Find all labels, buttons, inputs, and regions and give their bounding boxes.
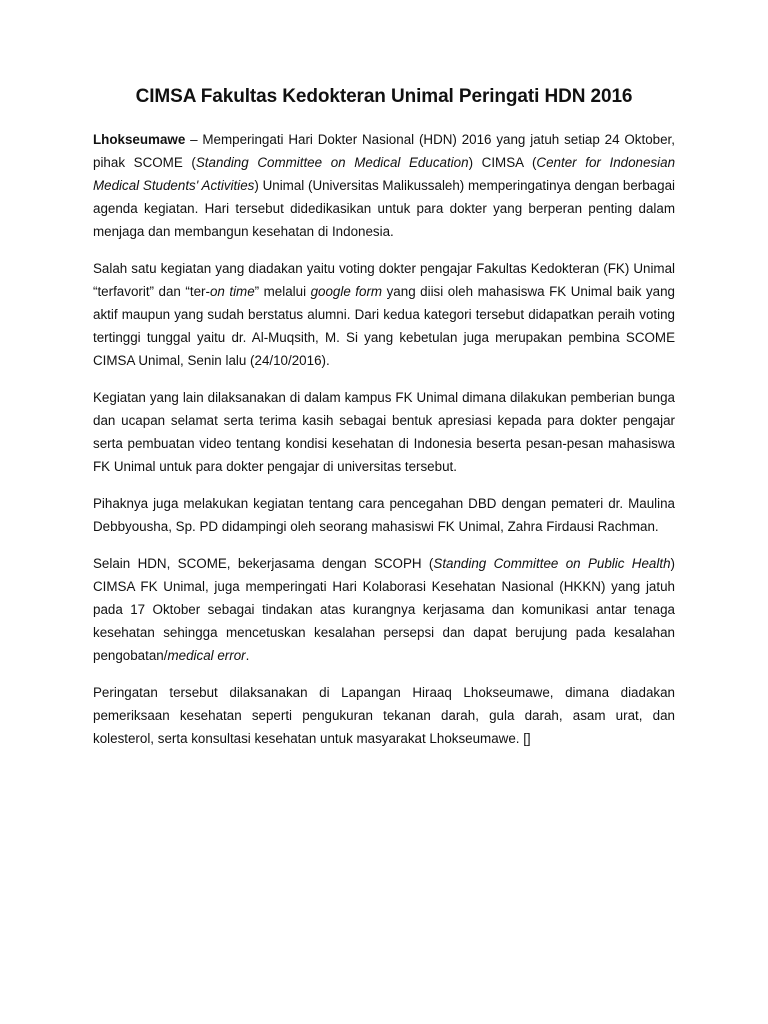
italic-text: Standing Committee on Medical Education [195, 154, 469, 170]
article-body [93, 128, 675, 750]
article-paragraph [93, 492, 675, 538]
italic-text: medical error [167, 647, 246, 663]
article-paragraph [93, 128, 675, 243]
text-run: . [245, 647, 250, 663]
italic-text: Center for Indonesian Medical Students' Activities [93, 154, 676, 193]
text-run: Selain HDN, SCOME, bekerjasama dengan SCOPH ( [93, 555, 434, 571]
document-page [93, 84, 675, 764]
text-run: – Memperingati Hari Dokter Nasional (HDN) 2016 yang jatuh setiap 24 Oktober, pihak SCOME ( [93, 131, 675, 170]
italic-text: Standing Committee on Public Health [433, 555, 671, 571]
text-run: ” melalui [254, 283, 311, 299]
italic-text: google form [310, 283, 383, 299]
article-paragraph [93, 681, 675, 750]
article-paragraph [93, 386, 675, 478]
article-paragraph [93, 257, 675, 372]
text-run: ) CIMSA FK Unimal, juga memperingati Hari Kolaborasi Kesehatan Nasional (HKKN) yang jatuh pada 17 Oktober sebagai tindakan atas kurangnya kerjasama dan komunikasi antar tenaga kesehatan sehingga mencetuskan kesalahan persepsi dan dapat berujung pada kesalahan pengobatan/ [93, 555, 675, 663]
bold-text: Lhokseumawe [93, 131, 186, 147]
text-run: Peringatan tersebut dilaksanakan di Lapangan Hiraaq Lhokseumawe, dimana diadakan pemeriksaan kesehatan seperti pengukuran tekanan darah, gula darah, asam urat, dan kolesterol, serta konsultasi kesehatan untuk masyarakat Lhokseumawe. [] [93, 684, 675, 746]
text-run: yang diisi oleh mahasiswa FK Unimal baik yang aktif maupun yang sudah berstatus alumni. Dari kedua kategori tersebut didapatkan peraih voting tertinggi tunggal yaitu dr. Al-Muqsith, M. Si yang kebetulan juga merupakan pembina SCOME CIMSA Unimal, Senin lalu (24/10/2016). [93, 283, 676, 368]
text-run: Salah satu kegiatan yang diadakan yaitu voting dokter pengajar Fakultas Kedokteran (FK) Unimal “terfavorit” dan “ter- [93, 260, 675, 299]
text-run: ) CIMSA ( [468, 154, 537, 170]
text-run: ) Unimal (Universitas Malikussaleh) memperingatinya dengan berbagai agenda kegiatan. Hari tersebut didedikasikan untuk para dokter yang berperan penting dalam menjaga dan membangun kesehatan di Indonesia. [93, 177, 676, 239]
text-run: Pihaknya juga melakukan kegiatan tentang cara pencegahan DBD dengan pemateri dr. Maulina Debbyousha, Sp. PD didampingi oleh seorang mahasiswi FK Unimal, Zahra Firdausi Rachman. [93, 495, 675, 534]
italic-text: on time [209, 283, 255, 299]
article-paragraph [93, 552, 675, 667]
text-run: Kegiatan yang lain dilaksanakan di dalam kampus FK Unimal dimana dilakukan pemberian bunga dan ucapan selamat serta terima kasih sebagai bentuk apresiasi kepada para dokter pengajar serta pembuatan video tentang kondisi kesehatan di Indonesia beserta pesan-pesan mahasiswa FK Unimal untuk para dokter pengajar di universitas tersebut. [93, 389, 675, 474]
article-title: CIMSA Fakultas Kedokteran Unimal Peringati HDN 2016 [135, 86, 633, 107]
